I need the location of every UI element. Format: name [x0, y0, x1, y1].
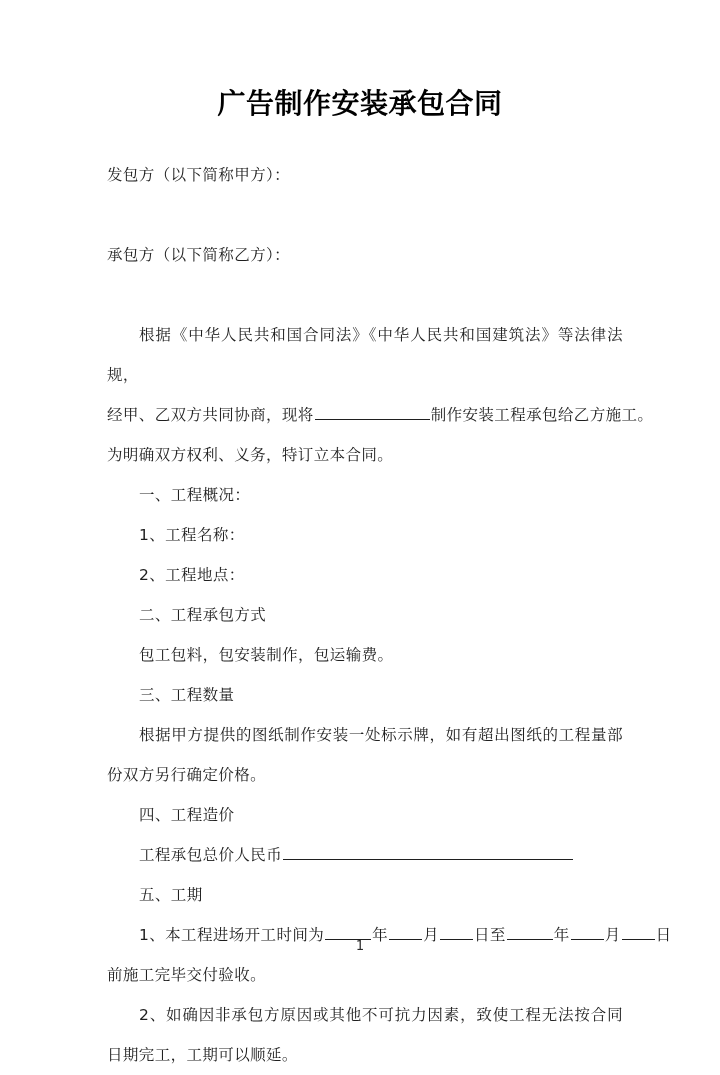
document-body [107, 155, 672, 1075]
section-heading-1: 一、工程概况： [139, 486, 251, 504]
preamble-line-2 [107, 395, 654, 435]
section-heading-4: 四、工程造价 [139, 806, 235, 824]
schedule-prefix: 1、本工程进场开工时间为 [139, 926, 325, 944]
section-1-item-2: 2、工程地点： [139, 566, 245, 584]
schedule-suffix: 前施工完毕交付验收。 [107, 966, 267, 984]
project-name-blank[interactable] [315, 404, 430, 420]
project-price-blank[interactable] [283, 844, 573, 860]
schedule-middle: 至 [489, 926, 506, 944]
project-price-line [107, 835, 623, 875]
party-a-line: 发包方（以下简称甲方）： [107, 166, 291, 184]
section-3-item-1: 根据甲方提供的图纸制作安装一处标示牌，如有超出图纸的工程量部份双方另行确定价格。 [107, 726, 623, 784]
page-number: 1 [355, 939, 365, 954]
section-2-item-1: 包工包料，包安装制作，包运输费。 [139, 646, 394, 664]
end-day-label: 日 [655, 926, 672, 944]
preamble-line-1: 根据《中华人民共和国合同法》《中华人民共和国建筑法》等法律法规， [107, 326, 623, 384]
section-heading-3: 三、工程数量 [139, 686, 235, 704]
section-heading-2: 二、工程承包方式 [139, 606, 267, 624]
preamble-suffix: 制作安装工程承包给乙方施工。 [430, 406, 654, 424]
start-year-label: 年 [372, 926, 389, 944]
start-month-label: 月 [423, 926, 439, 944]
section-1-item-1: 1、工程名称： [139, 526, 245, 544]
party-b-line: 承包方（以下简称乙方）： [107, 246, 291, 264]
start-day-label: 日 [473, 926, 490, 944]
preamble-line-3: 为明确双方权利、义务，特订立本合同。 [107, 446, 394, 464]
page-title: 广告制作安装承包合同 [217, 87, 503, 120]
spacer [107, 195, 623, 235]
project-price-label: 工程承包总价人民币 [139, 846, 283, 864]
preamble-prefix: 经甲、乙双方共同协商，现将 [107, 406, 314, 424]
spacer [107, 275, 623, 315]
end-year-label: 年 [553, 926, 570, 944]
section-5-clause-2: 2、如确因非承包方原因或其他不可抗力因素，致使工程无法按合同日期完工，工期可以顺延。 [107, 1006, 623, 1064]
end-month-label: 月 [604, 926, 621, 944]
section-heading-5: 五、工期 [139, 886, 203, 904]
